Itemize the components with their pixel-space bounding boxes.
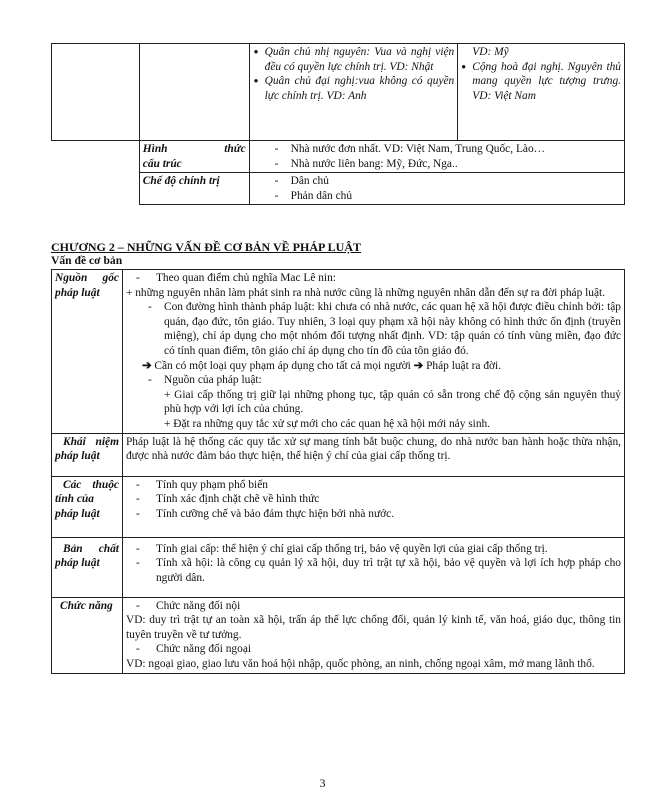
- arrow-icon: ➔: [141, 359, 152, 372]
- list-item: ● Quân chủ đại nghị:vua không có quyền lực chính trị. VD: Anh: [254, 74, 455, 103]
- row-label: [52, 476, 123, 537]
- text-line: - Chức năng đối nội: [126, 599, 621, 614]
- arrow-line: [126, 359, 621, 374]
- label-word: tính của pháp luật: [55, 493, 100, 520]
- text-line: - Con đường hình thành pháp luật: khi chưa có nhà nước, các quan hệ xã hội được điều chỉnh bởi: tập quán, đạo đức, tôn giáo. Tuy nhiên, 3 loại quy phạm xã hội này không có hình thức ổn định (truyền miệng), chỉ áp dụng cho một nhóm đối tượng nhất định. VD: tập quán có tính vùng miền, đạo đức có tính quan điểm, tôn giáo chỉ áp dụng cho tín đồ của tôn giáo đó.: [126, 300, 621, 358]
- list-item: - Tính giai cấp: thể hiện ý chí giai cấp thống trị, bảo vệ quyền lợi của giai cấp thống trị.: [126, 542, 621, 557]
- row-label: Chế độ chính trị: [139, 173, 249, 205]
- text-line: Pháp luật ra đời.: [426, 359, 502, 372]
- text-line: - Nguồn của pháp luật:: [126, 373, 621, 388]
- row-label: [52, 537, 123, 597]
- table-row-form: [52, 141, 625, 173]
- form-content-cell: [249, 141, 624, 173]
- chapter-title: CHƯƠNG 2 – NHỮNG VẤN ĐỀ CƠ BẢN VỀ PHÁP LUẬT: [51, 240, 362, 254]
- table-row-monarchy: [52, 44, 625, 141]
- text-line: - Chức năng đối ngoại: [126, 642, 621, 657]
- regime-content-cell: [249, 173, 624, 205]
- label-word: thức: [224, 143, 246, 155]
- empty-cell: [139, 44, 249, 141]
- label-word: niệm: [95, 435, 119, 448]
- table-row-concept: [52, 433, 625, 476]
- concept-content: Pháp luật là hệ thống các quy tắc xử sự mang tính bắt buộc chung, do nhà nước ban hành hoặc thừa nhận, được nhà nước đảm bảo thực hiện, thể hiện ý chí của giai cấp thống trị.: [122, 433, 624, 476]
- functions-content: [122, 597, 624, 673]
- list-item: - Phản dân chủ: [253, 189, 621, 204]
- text-line: VD: duy trì trật tự an toàn xã hội, trấn áp thế lực chống đối, quản lý kinh tế, văn hoá, giáo dục, thông tin tuyên truyền về tư tưởng.: [125, 614, 621, 641]
- list-item: ● Quân chủ nhị nguyên: Vua và nghị viện đều có quyền lực chính trị. VD: Nhật: [254, 45, 455, 74]
- label-word: chất: [98, 542, 119, 555]
- text-line: Cần có một loại quy phạm áp dụng cho tất cả mọi người: [154, 359, 411, 372]
- page-number: 3: [319, 776, 326, 790]
- row-label: Chức năng: [52, 597, 123, 673]
- label-word: gốc: [102, 272, 119, 284]
- list-item: - Tính quy phạm phổ biến: [126, 478, 621, 493]
- arrow-icon: ➔: [413, 359, 424, 372]
- label-word: pháp luật: [55, 557, 100, 570]
- label-word: pháp luật: [55, 286, 100, 299]
- label-word: Nguồn: [55, 272, 88, 284]
- origin-content: [122, 270, 624, 434]
- monarchy-cell: [249, 44, 458, 141]
- list-item: - Tính xác định chặt chẽ về hình thức: [126, 492, 621, 507]
- nature-content: [122, 537, 624, 597]
- table-row-nature: [52, 537, 625, 597]
- row-label: [52, 433, 123, 476]
- row-label: [139, 141, 249, 173]
- text-line: - Theo quan điểm chủ nghĩa Mac Lê nin:: [126, 271, 621, 286]
- list-item: ● Cộng hoà đại nghị. Nguyên thủ mang quyền lực tượng trưng. VD: Việt Nam: [461, 60, 621, 104]
- table-row-regime: [52, 173, 625, 205]
- label-word: Các: [63, 478, 82, 491]
- section-title: Vấn đề cơ bản: [51, 254, 123, 267]
- table-row-functions: [52, 597, 625, 673]
- label-word: thuộc: [92, 478, 119, 491]
- list-item: - Tính cưỡng chế và bảo đảm thực hiện bởi nhà nước.: [126, 507, 621, 522]
- example-text: VD: Mỹ: [472, 46, 509, 58]
- label-word: pháp luật: [55, 450, 100, 463]
- table-row-origin: [52, 270, 625, 434]
- text-line: + những nguyên nhân làm phát sinh ra nhà nước cũng là những nguyên nhân dẫn đến sự ra đời pháp luật.: [125, 286, 606, 299]
- list-item: - Nhà nước đơn nhất. VD: Việt Nam, Trung Quốc, Lào…: [253, 142, 621, 157]
- features-content: [122, 476, 624, 537]
- state-forms-table: [51, 43, 625, 205]
- republic-cell: [458, 44, 625, 141]
- text-line: + Đặt ra những quy tắc xử sự mới cho các quan hệ xã hội mới nảy sinh.: [163, 417, 491, 430]
- text-line: + Giai cấp thống trị giữ lại những phong tục, tập quán có sẵn trong chế độ cộng sản nguyên thuỷ phù hợp với lợi ích của chúng.: [163, 388, 621, 416]
- label-word: cấu trúc: [142, 157, 182, 170]
- row-label: [52, 270, 123, 434]
- label-word: Hình: [142, 143, 168, 155]
- list-item: - Tính xã hội: là công cụ quản lý xã hội, duy trì trật tự xã hội, bảo vệ quyền và lợi ích hợp pháp cho người dân.: [126, 556, 621, 585]
- text-line: VD: ngoại giao, giao lưu văn hoá hội nhập, quốc phòng, an ninh, chống ngoại xâm, mở mang lãnh thổ.: [125, 657, 595, 670]
- empty-cell: [52, 44, 140, 141]
- table-row-features: [52, 476, 625, 537]
- label-word: Khái: [63, 435, 86, 448]
- list-item: - Dân chủ: [253, 174, 621, 189]
- label-word: Bản: [63, 542, 83, 555]
- law-basics-table: [51, 269, 625, 674]
- list-item: - Nhà nước liên bang: Mỹ, Đức, Nga..: [253, 157, 621, 172]
